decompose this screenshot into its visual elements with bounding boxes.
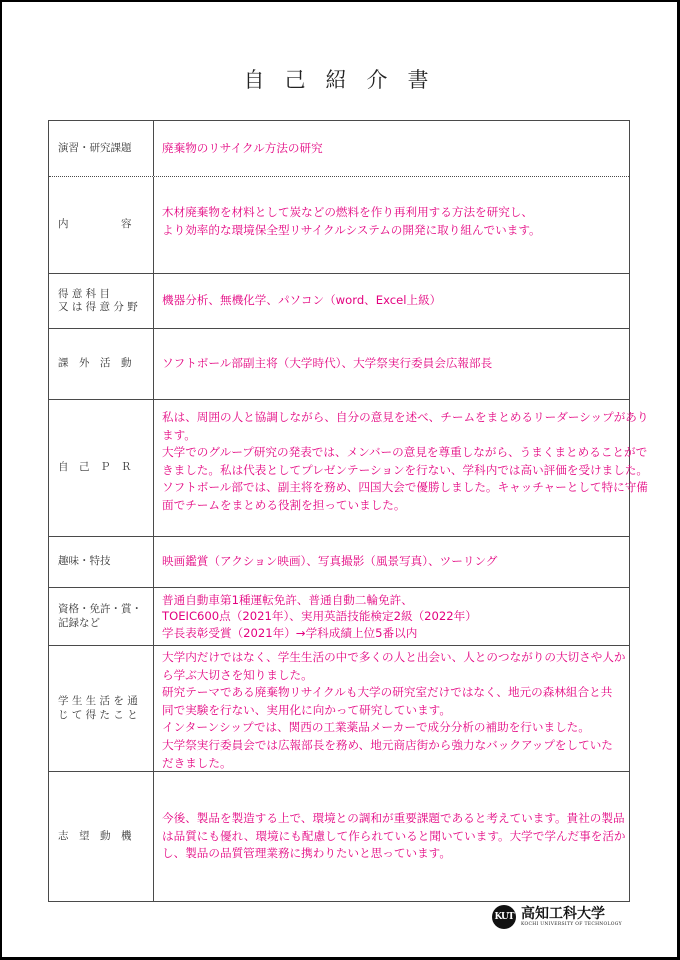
label-research-topic: 演習・研究課題 [49,121,154,176]
university-name-jp: 高知工科大学 [521,906,605,922]
value-strong-subjects: 機器分析、無機化学、パソコン（word、Excel上級） [162,293,442,308]
row-qualifications [49,587,629,645]
value-student-life: 大学内だけではなく、学生生活の中で多くの人と出会い、人とのつながりの大切さや人か ら学ぶ大切さを知りました。 研究テーマである廃棄物リサイクルも大学の研究室だけではなく、地元の森林組合と共 同で実験を行ない、実用化に向かって研究しています。 インターンシップでは、関西の工業薬品メーカーで成分分析の補助を行いました。 大学祭実行委員会では広報部長を務め、地元商店街から強力なバックアップをしていた だきました。 [162,650,626,770]
row-motivation [49,771,629,901]
label-strong-subjects: 得 意 科 目 又 は 得 意 分 野 [49,274,154,328]
row-self-pr [49,399,649,536]
document-title: 自己紹介書 [243,68,449,92]
value-motivation: 今後、製品を製造する上で、環境との調和が重要課題であると考えています。貴社の製品 は品質にも優れ、環境にも配慮して作られていると聞いています。大学で学んだ事を活か し、製品の品質管理業務に携わりたいと思っています。 [162,811,626,861]
self-introduction-form [48,120,649,902]
row-research-content [49,176,629,273]
label-hobbies: 趣味・特技 [49,537,154,587]
value-research-content: 木材廃棄物を材料として炭などの燃料を作り再利用する方法を研究し、 より効率的な環境保全型リサイクルシステムの開発に取り組んでいます。 [162,205,541,237]
row-extracurricular [49,328,629,399]
university-logo [492,905,622,929]
label-extracurricular: 課 外 活 動 [49,329,154,399]
value-qualifications: 普通自動車第1種運転免許、普通自動二輪免許、 TOEIC600点（2021年）、実用英語技能検定2級（2022年） 学長表彰受賞（2021年）→学科成績上位5番以内 [162,592,477,640]
label-self-pr: 自 己 Ｐ Ｒ [49,400,154,536]
kut-emblem-icon: KUT [492,905,516,929]
value-hobbies: 映画鑑賞（アクション映画）、写真撮影（風景写真）、ツーリング [162,554,498,569]
value-self-pr: 私は、周囲の人と協調しながら、自分の意見を述べ、チームをまとめるリーダーシップがあり ます。 大学でのグループ研究の発表では、メンバーの意見を尊重しながら、うまくまとめることがで きました。私は代表としてプレゼンテーションを行ない、学科内では高い評価を受けました。 ソフトボール部では、副主将を務め、四国大会で優勝しました。キャッチャーとして特に守備 面でチームをまとめる役割を担っていました。 [162,410,649,512]
label-qualifications: 資格・免許・賞・ 記録など [49,588,154,645]
label-research-content: 内 容 [49,177,154,273]
row-hobbies [49,536,629,587]
university-name-en: KOCHI UNIVERSITY OF TECHNOLOGY [521,922,622,927]
row-research-topic [49,121,629,176]
value-research-topic: 廃棄物のリサイクル方法の研究 [162,140,323,155]
label-student-life: 学 生 生 活 を 通 じ て 得 た こ と [49,646,154,771]
row-strong-subjects [49,273,629,328]
label-motivation: 志 望 動 機 [49,772,154,901]
row-student-life [49,645,629,771]
value-extracurricular: ソフトボール部副主将（大学時代）、大学祭実行委員会広報部長 [162,356,493,371]
